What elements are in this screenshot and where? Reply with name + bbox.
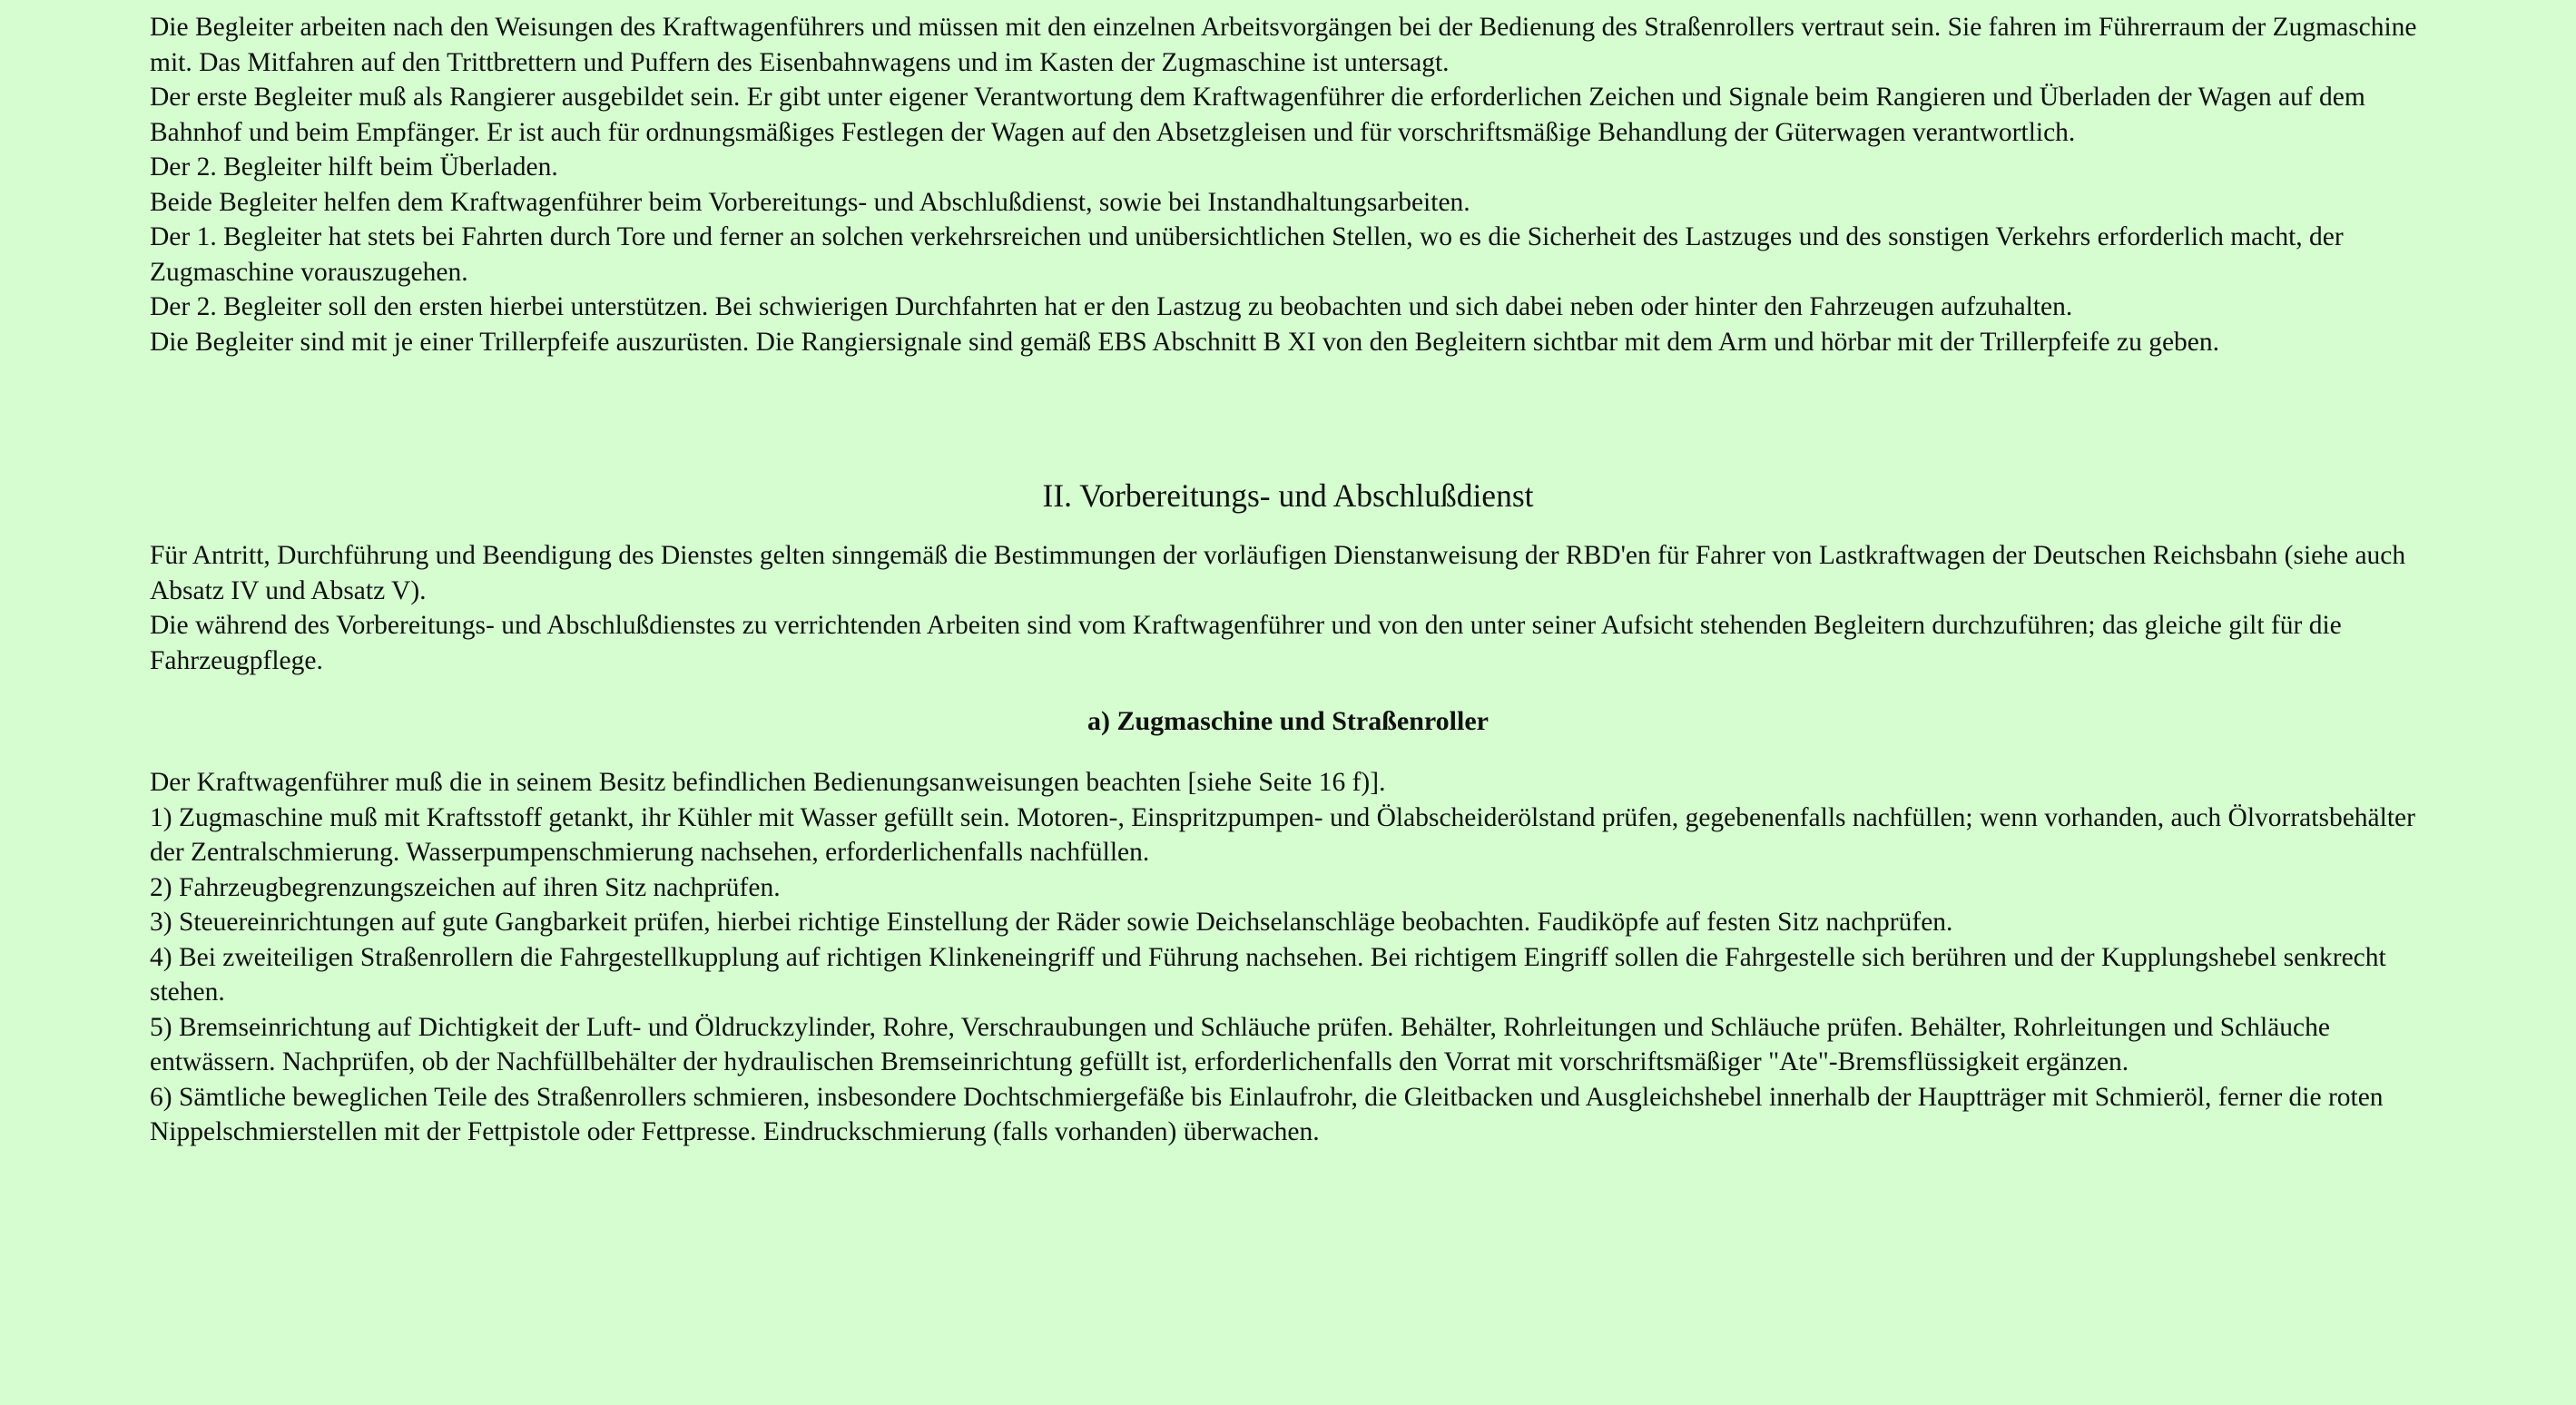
subheading: a) Zugmaschine und Straßenroller <box>1087 706 1489 736</box>
list-item-4: 4) Bei zweiteiligen Straßenrollern die Fahrgestellkupplung auf richtigen Klinkeneingriff und Führung nachsehen. Bei richtigem Eingriff sollen die Fahrgestelle sich berühren und der Kupplungshebel senkrecht stehen. <box>150 942 2386 1007</box>
spacer <box>150 678 2426 703</box>
section-heading: II. Vorbereitungs- und Abschlußdienst <box>1042 477 1534 514</box>
section-paragraph-2: Die während des Vorbereitungs- und Abschlußdienstes zu verrichtenden Arbeiten sind vom Kraftwagenführer und von den unter seiner Aufsicht stehenden Begleitern durchzuführen; das gleiche gilt für die Fahrzeugpflege. <box>150 611 2342 675</box>
sub-intro: Der Kraftwagenführer muß die in seinem Besitz befindlichen Bedienungsanweisungen beachten [siehe Seite 16 f)]. <box>150 768 1386 797</box>
intro-paragraph-1: Die Begleiter arbeiten nach den Weisungen des Kraftwagenführers und müssen mit den einzelnen Arbeitsvorgängen bei der Bedienung des Straßenrollers vertraut sein. Sie fahren im Führerraum der Zugmaschine mit. Das Mitfahren auf den Trittbrettern und Puffern des Eisenbahnwagens und im Kasten der Zugmaschine ist untersagt. <box>150 13 2417 77</box>
list-item-3: 3) Steuereinrichtungen auf gute Gangbarkeit prüfen, hierbei richtige Einstellung der Räder sowie Deichselanschläge beobachten. Faudiköpfe auf festen Sitz nachprüfen. <box>150 908 1953 937</box>
section-gap <box>150 359 2426 474</box>
intro-paragraph-7: Die Begleiter sind mit je einer Trillerpfeife auszurüsten. Die Rangiersignale sind gemäß EBS Abschnitt B XI von den Begleitern sichtbar mit dem Arm und hörbar mit der Trillerpfeife zu geben. <box>150 327 2220 357</box>
intro-paragraph-5: Der 1. Begleiter hat stets bei Fahrten durch Tore und ferner an solchen verkehrsreichen und unübersichtlichen Stellen, wo es die Sicherheit des Lastzuges und des sonstigen Verkehrs erforderlich macht, der Zugmaschine vorauszugehen. <box>150 222 2344 287</box>
intro-paragraph-2: Der erste Begleiter muß als Rangierer ausgebildet sein. Er gibt unter eigener Verantwortung dem Kraftwagenführer die erforderlichen Zeichen und Signale beim Rangieren und Überladen der Wagen auf dem Bahnhof und beim Empfänger. Er ist auch für ordnungsmäßiges Festlegen der Wagen auf den Absetzgleisen und für vorschriftsmäßige Behandlung der Güterwagen verantwortlich. <box>150 83 2365 147</box>
list-item-2: 2) Fahrzeugbegrenzungszeichen auf ihren Sitz nachprüfen. <box>150 872 781 902</box>
section-paragraph-1: Für Antritt, Durchführung und Beendigung des Dienstes gelten sinngemäß die Bestimmungen der vorläufigen Dienstanweisung der RBD'en für Fahrer von Lastkraftwagen der Deutschen Reichsbahn (siehe auch Absatz IV und Absatz V). <box>150 541 2406 605</box>
intro-paragraph-3: Der 2. Begleiter hilft beim Überladen. <box>150 152 558 182</box>
list-item-1: 1) Zugmaschine muß mit Kraftsstoff getankt, ihr Kühler mit Wasser gefüllt sein. Motoren-, Einspritzpumpen- und Ölabscheiderölstand prüfen, gegebenenfalls nachfüllen; wenn vorhanden, auch Ölvorratsbehälter der Zentralschmierung. Wasserpumpenschmierung nachsehen, erforderlichenfalls nachfüllen. <box>150 802 2415 867</box>
intro-block <box>150 10 2426 359</box>
intro-paragraph-6: Der 2. Begleiter soll den ersten hierbei unterstützen. Bei schwierigen Durchfahrten hat er den Lastzug zu beobachten und sich dabei neben oder hinter den Fahrzeugen aufzuhalten. <box>150 292 2073 321</box>
list-item-5: 5) Bremseinrichtung auf Dichtigkeit der Luft- und Öldruckzylinder, Rohre, Verschraubungen und Schläuche prüfen. Behälter, Rohrleitungen und Schläuche prüfen. Behälter, Rohrleitungen und Schläuche entwässern. Nachprüfen, ob der Nachfüllbehälter der hydraulischen Bremseinrichtung gefüllt ist, erforderlichenfalls den Vorrat mit vorschriftsmäßiger "Ate"-Bremsflüssigkeit ergänzen. <box>150 1012 2330 1076</box>
spacer <box>150 740 2426 765</box>
spacer <box>150 517 2426 538</box>
intro-paragraph-4: Beide Begleiter helfen dem Kraftwagenführer beim Vorbereitungs- und Abschlußdienst, sowie bei Instandhaltungsarbeiten. <box>150 187 1470 217</box>
list-item-6: 6) Sämtliche beweglichen Teile des Straßenrollers schmieren, insbesondere Dochtschmiergefäße bis Einlaufrohr, die Gleitbacken und Ausgleichshebel innerhalb der Hauptträger mit Schmieröl, ferner die roten Nippelschmierstellen mit der Fettpistole oder Fettpresse. Eindruckschmierung (falls vorhanden) überwachen. <box>150 1082 2384 1146</box>
